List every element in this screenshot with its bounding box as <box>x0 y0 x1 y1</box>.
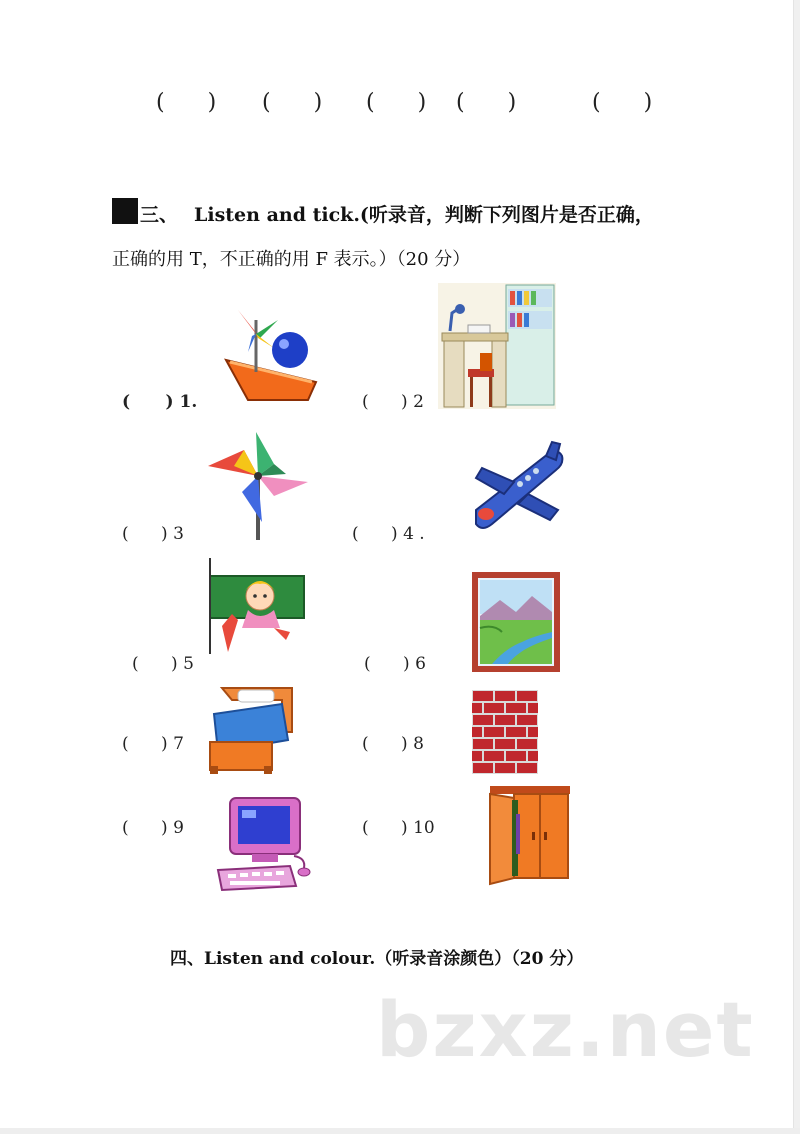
item-label: ( ) 3 <box>122 524 184 544</box>
boat-picture <box>218 300 324 408</box>
answer-blank: ( ) <box>366 90 445 115</box>
item-label: ( ) 8 <box>362 734 424 754</box>
girl-poster-picture <box>208 556 306 656</box>
section3-number: 三、 <box>140 204 179 226</box>
pinwheel-picture <box>204 430 312 540</box>
black-square-marker <box>112 198 138 224</box>
window-picture <box>472 572 560 672</box>
computer-picture <box>212 796 312 892</box>
item-label: ( ) 2 <box>362 392 424 412</box>
bed-picture <box>208 680 296 774</box>
section3-title: Listen and tick.(听录音，判断下列图片是否正确， <box>194 204 654 226</box>
answer-blank: ( ) <box>156 90 235 115</box>
item-label: ( ) 5 <box>132 654 194 674</box>
airplane-picture <box>462 438 574 536</box>
study-room-picture <box>438 283 556 409</box>
item-label: ( ) 7 <box>122 734 184 754</box>
section3-instruction: 正确的用 T，不正确的用 F 表示。）（20 分） <box>112 249 471 270</box>
watermark: bzxz.net <box>376 985 755 1074</box>
answer-blank: ( ) <box>592 90 671 115</box>
item-label: ( ) 9 <box>122 818 184 838</box>
brick-wall-picture <box>472 690 538 774</box>
section4-title: 四、Listen and colour.（听录音涂颜色）（20 分） <box>170 949 584 969</box>
answer-blank: ( ) <box>456 90 535 115</box>
item-label: ( ) 1. <box>122 392 198 412</box>
page-right-edge <box>793 0 800 1134</box>
wardrobe-picture <box>486 784 572 888</box>
item-label: ( ) 6 <box>364 654 426 674</box>
item-label: ( ) 4 . <box>352 524 425 544</box>
page-bottom-edge <box>0 1128 800 1134</box>
item-label: ( ) 10 <box>362 818 435 838</box>
answer-blank: ( ) <box>262 90 341 115</box>
